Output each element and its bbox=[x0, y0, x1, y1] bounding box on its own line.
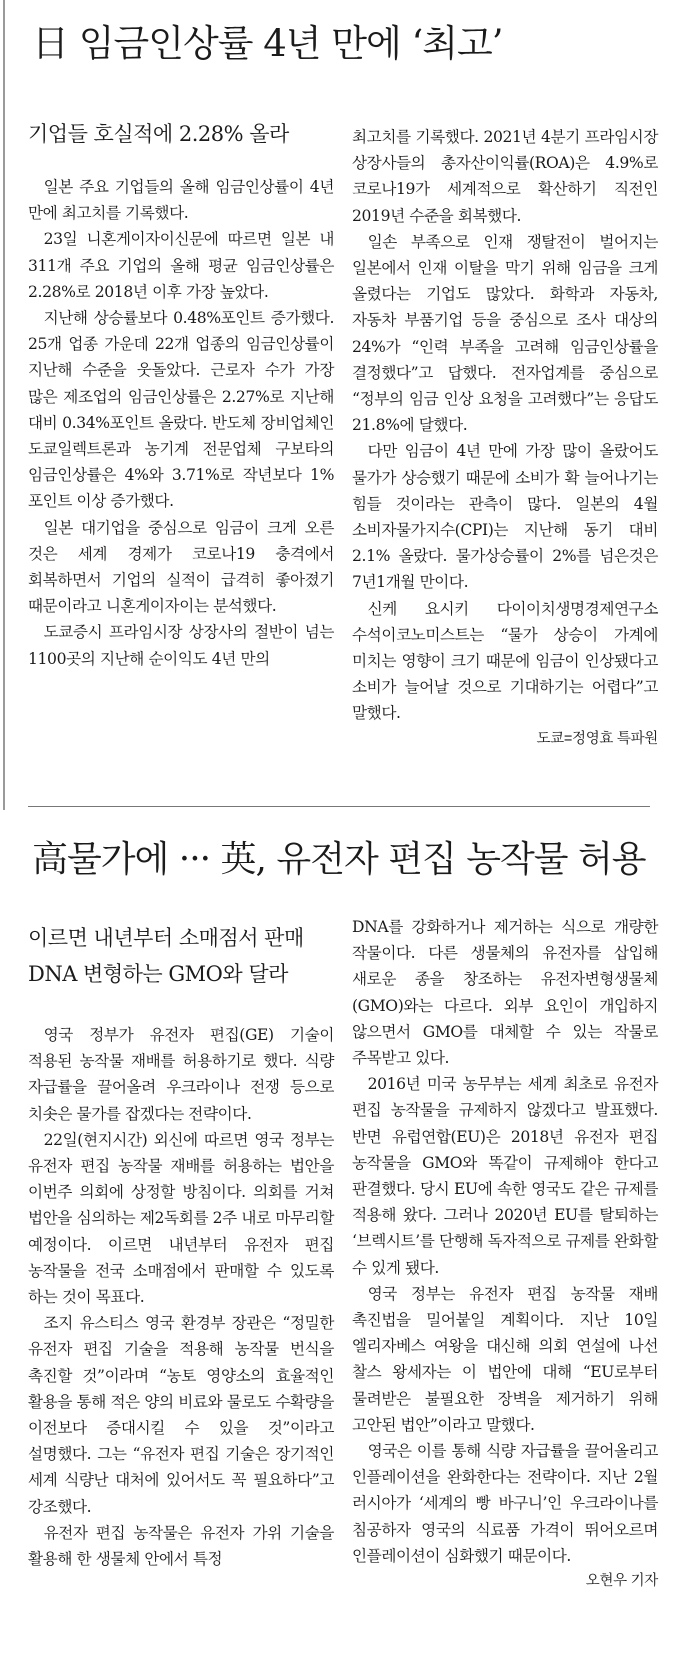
paragraph: 일본 주요 기업들의 올해 임금인상률이 4년 만에 최고치를 기록했다. bbox=[28, 178, 334, 223]
subheadline-line-2: DNA 변형하는 GMO와 달라 bbox=[28, 962, 288, 986]
paragraph: 지난해 상승률보다 0.48%포인트 증가했다. 25개 업종 가운데 22개 업종의 임금인상률이 지난해 수준을 웃돌았다. 근로자 수가 가장 많은 제조업의 임금인상률은 2.27%로 지난해 대비 0.34%포인트 올랐다. 반도체 장비업체인 도쿄일렉트론과 농기계 전문업체 구보타의 임금인상률은 4%와 3.71%로 작년보다 1%포인트 이상 증가했다. bbox=[28, 309, 334, 511]
paragraph: 유전자 편집 농작물은 유전자 가위 기술을 활용해 한 생물체 안에서 특정 bbox=[28, 1523, 334, 1569]
paragraph: 신케 요시키 다이이치생명경제연구소 수석이코노미스트는 “물가 상승이 가계에 미치는 영향이 크기 때문에 임금이 인상됐다고 소비가 늘어날 것으로 기대하기는 어렵다”고 말했다. bbox=[352, 599, 658, 723]
right-column bbox=[352, 914, 658, 1590]
paragraph: 22일(현지시간) 외신에 따르면 영국 정부는 유전자 편집 농작물 재배를 허용하는 법안을 이번주 의회에 상정할 방침이다. 의회를 거쳐 법안을 심의하는 제2독회를 2주 내로 마무리할 예정이다. 이르면 내년부터 유전자 편집 농작물을 전국 소매점에서 판매할 수 있도록 하는 것이 목표다. bbox=[28, 1130, 334, 1307]
paragraph: 도쿄증시 프라임시장 상장사의 절반이 넘는 1100곳의 지난해 순이익도 4년 만의 bbox=[28, 623, 334, 668]
left-column bbox=[28, 920, 334, 1572]
headline: 日 임금인상률 4년 만에 ‘최고’ bbox=[32, 22, 503, 65]
paragraph: 23일 니혼게이자이신문에 따르면 일본 내 311개 주요 기업의 올해 평균 임금인상률은 2.28%로 2018년 이후 가장 높았다. bbox=[28, 230, 334, 301]
subheadline-line-1: 이르면 내년부터 소매점서 판매 bbox=[28, 926, 304, 950]
paragraph: 영국 정부가 유전자 편집(GE) 기술이 적용된 농작물 재배를 허용하기로 했다. 식량 자급률을 끌어올려 우크라이나 전쟁 등으로 치솟은 물가를 잡겠다는 전략이다. bbox=[28, 1026, 334, 1123]
paragraph: 조지 유스티스 영국 환경부 장관은 “정밀한 유전자 편집 기술을 적용해 농작물 번식을 촉진할 것”이라며 “농토 영양소의 효율적인 활용을 통해 적은 양의 비료와 물로도 수확량을 이전보다 증대시킬 수 있을 것”이라고 설명했다. 그는 “유전자 편집 기술은 장기적인 세계 식량난 대처에 있어서도 꼭 필요하다”고 강조했다. bbox=[28, 1314, 334, 1516]
paragraph: 최고치를 기록했다. 2021년 4분기 프라임시장 상장사들의 총자산이익률(ROA)은 4.9%로 코로나19가 세계적으로 확산하기 직전인 2019년 수준을 회복했다. bbox=[352, 128, 658, 225]
left-column bbox=[28, 116, 334, 672]
paragraph: 다만 임금이 4년 만에 가장 많이 올랐어도 물가가 상승했기 때문에 소비가 확 늘어나기는 힘들 것이라는 관측이 많다. 일본의 4월 소비자물가지수(CPI)는 지난해 동기 대비 2.1% 올랐다. 물가상승률이 2%를 넘은것은 7년1개월 만이다. bbox=[352, 442, 658, 592]
byline: 오현우 기자 bbox=[585, 1573, 658, 1590]
paragraph: 영국 정부는 유전자 편집 농작물 재배 촉진법을 밀어붙일 계획이다. 지난 10일 엘리자베스 여왕을 대신해 의회 연설에 나선 찰스 왕세자는 이 법안에 대해 “EU로부터 물려받은 불필요한 장벽을 제거하기 위해 고안된 법안”이라고 말했다. bbox=[352, 1284, 658, 1434]
article-gene-edited-crops bbox=[0, 812, 676, 1668]
article-wage-increase bbox=[0, 0, 676, 805]
article-divider bbox=[28, 806, 650, 807]
paragraph: 일손 부족으로 인재 쟁탈전이 벌어지는 일본에서 인재 이탈을 막기 위해 임금을 크게 올렸다는 기업도 많았다. 화학과 자동차, 자동차 부품기업 등을 중심으로 조사 대상의 24%가 “인력 부족을 고려해 임금인상률을 결정했다”고 답했다. 전자업계를 중심으로 “정부의 임금 인상 요청을 고려했다”는 응답도 21.8%에 달했다. bbox=[352, 232, 658, 435]
subheadline: 기업들 호실적에 2.28% 올라 bbox=[28, 122, 289, 146]
byline: 도쿄=정영효 특파원 bbox=[536, 730, 658, 747]
headline: 高물가에 ··· 英, 유전자 편집 농작물 허용 bbox=[32, 839, 646, 880]
paragraph: DNA를 강화하거나 제거하는 식으로 개량한 작물이다. 다른 생물체의 유전자를 삽입해 새로운 종을 창조하는 유전자변형생물체(GMO)와는 다르다. 외부 요인이 개입하지 않으면서 GMO를 대체할 수 있는 작물로 주목받고 있다. bbox=[352, 918, 658, 1068]
paragraph: 일본 대기업을 중심으로 임금이 크게 오른 것은 세계 경제가 코로나19 충격에서 회복하면서 기업의 실적이 급격히 좋아졌기 때문이라고 니혼게이자이는 분석했다. bbox=[28, 518, 334, 616]
paragraph: 2016년 미국 농무부는 세계 최초로 유전자 편집 농작물을 규제하지 않겠다고 발표했다. 반면 유럽연합(EU)은 2018년 유전자 편집 농작물을 GMO와 똑같이 규제해야 한다고 판결했다. 당시 EU에 속한 영국도 같은 규제를 적용해 왔다. 그러나 2020년 EU를 탈퇴하는 ‘브렉시트’를 단행해 독자적으로 규제를 완화할 수 있게 됐다. bbox=[352, 1075, 658, 1277]
right-column bbox=[352, 124, 658, 748]
paragraph: 영국은 이를 통해 식량 자급률을 끌어올리고 인플레이션을 완화한다는 전략이다. 지난 2월 러시아가 ‘세계의 빵 바구니’인 우크라이나를 침공하자 영국의 식료품 가격이 뛰어오르며 인플레이션이 심화했기 때문이다. bbox=[352, 1442, 658, 1565]
